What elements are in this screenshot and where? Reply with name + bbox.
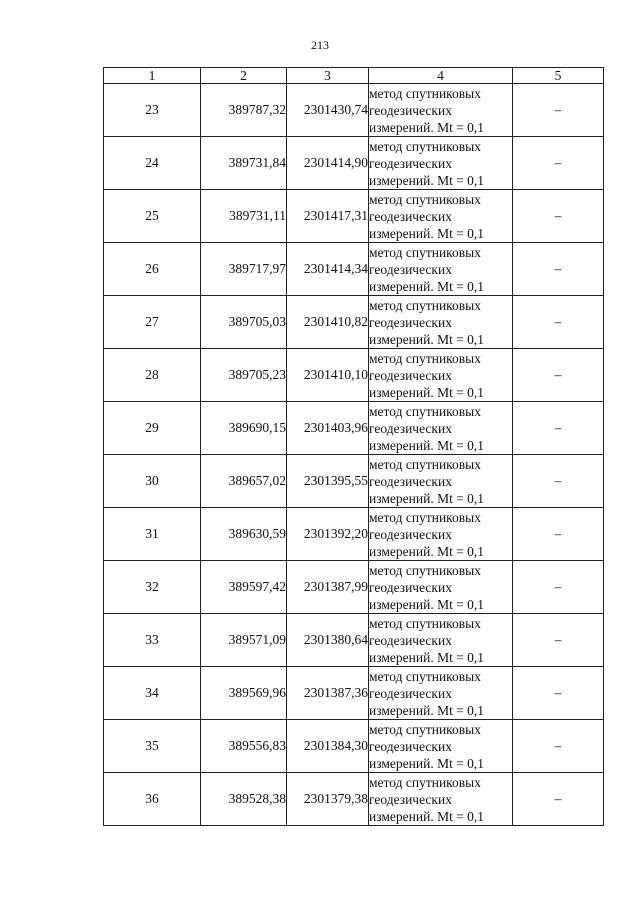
method-line: геодезических <box>369 685 452 701</box>
point-number-cell: 35 <box>104 720 201 773</box>
method-cell <box>369 84 513 137</box>
x-coordinate-cell: 389731,11 <box>201 190 287 243</box>
point-number-cell: 27 <box>104 296 201 349</box>
coordinates-table <box>103 67 604 826</box>
method-line: геодезических <box>369 261 452 277</box>
x-coordinate-cell: 389731,84 <box>201 137 287 190</box>
header-col-5: 5 <box>513 68 604 84</box>
method-cell <box>369 349 513 402</box>
table-row <box>104 667 604 720</box>
method-line: измерений. Mt = 0,1 <box>369 596 485 612</box>
x-coordinate-cell: 389705,23 <box>201 349 287 402</box>
method-line: геодезических <box>369 208 452 224</box>
method-line: метод спутниковых <box>369 297 481 313</box>
header-col-3: 3 <box>287 68 369 84</box>
method-cell <box>369 190 513 243</box>
table-row <box>104 296 604 349</box>
y-coordinate-cell: 2301414,90 <box>287 137 369 190</box>
table-row <box>104 243 604 296</box>
method-line: измерений. Mt = 0,1 <box>369 702 485 718</box>
y-coordinate-cell: 2301417,31 <box>287 190 369 243</box>
method-line: измерений. Mt = 0,1 <box>369 437 485 453</box>
method-line: измерений. Mt = 0,1 <box>369 808 485 824</box>
method-cell <box>369 667 513 720</box>
method-line: измерений. Mt = 0,1 <box>369 119 485 135</box>
method-line: метод спутниковых <box>369 721 481 737</box>
method-cell <box>369 402 513 455</box>
note-cell: – <box>513 137 604 190</box>
method-line: геодезических <box>369 738 452 754</box>
table-row <box>104 614 604 667</box>
x-coordinate-cell: 389571,09 <box>201 614 287 667</box>
x-coordinate-cell: 389630,59 <box>201 508 287 561</box>
method-line: измерений. Mt = 0,1 <box>369 331 485 347</box>
point-number-cell: 36 <box>104 773 201 826</box>
note-cell: – <box>513 773 604 826</box>
method-line: метод спутниковых <box>369 191 481 207</box>
note-cell: – <box>513 455 604 508</box>
y-coordinate-cell: 2301387,36 <box>287 667 369 720</box>
y-coordinate-cell: 2301379,38 <box>287 773 369 826</box>
method-cell <box>369 561 513 614</box>
x-coordinate-cell: 389705,03 <box>201 296 287 349</box>
point-number-cell: 29 <box>104 402 201 455</box>
note-cell: – <box>513 561 604 614</box>
method-line: измерений. Mt = 0,1 <box>369 755 485 771</box>
header-col-2: 2 <box>201 68 287 84</box>
method-line: геодезических <box>369 420 452 436</box>
x-coordinate-cell: 389717,97 <box>201 243 287 296</box>
method-line: измерений. Mt = 0,1 <box>369 225 485 241</box>
y-coordinate-cell: 2301380,64 <box>287 614 369 667</box>
table-row <box>104 720 604 773</box>
note-cell: – <box>513 190 604 243</box>
method-line: геодезических <box>369 632 452 648</box>
table-row <box>104 402 604 455</box>
method-cell <box>369 720 513 773</box>
x-coordinate-cell: 389657,02 <box>201 455 287 508</box>
method-line: метод спутниковых <box>369 85 481 101</box>
method-cell <box>369 773 513 826</box>
method-line: измерений. Mt = 0,1 <box>369 543 485 559</box>
point-number-cell: 30 <box>104 455 201 508</box>
method-line: геодезических <box>369 155 452 171</box>
note-cell: – <box>513 243 604 296</box>
method-line: геодезических <box>369 102 452 118</box>
y-coordinate-cell: 2301387,99 <box>287 561 369 614</box>
point-number-cell: 26 <box>104 243 201 296</box>
table-row <box>104 455 604 508</box>
table-row <box>104 190 604 243</box>
point-number-cell: 23 <box>104 84 201 137</box>
y-coordinate-cell: 2301403,96 <box>287 402 369 455</box>
note-cell: – <box>513 296 604 349</box>
method-line: геодезических <box>369 473 452 489</box>
x-coordinate-cell: 389690,15 <box>201 402 287 455</box>
method-line: метод спутниковых <box>369 350 481 366</box>
point-number-cell: 24 <box>104 137 201 190</box>
point-number-cell: 34 <box>104 667 201 720</box>
point-number-cell: 25 <box>104 190 201 243</box>
method-cell <box>369 296 513 349</box>
method-line: геодезических <box>369 314 452 330</box>
method-line: метод спутниковых <box>369 668 481 684</box>
point-number-cell: 28 <box>104 349 201 402</box>
method-line: измерений. Mt = 0,1 <box>369 278 485 294</box>
table-row <box>104 561 604 614</box>
method-line: измерений. Mt = 0,1 <box>369 384 485 400</box>
method-line: измерений. Mt = 0,1 <box>369 490 485 506</box>
table-body <box>104 84 604 826</box>
y-coordinate-cell: 2301384,30 <box>287 720 369 773</box>
point-number-cell: 32 <box>104 561 201 614</box>
method-cell <box>369 137 513 190</box>
method-line: геодезических <box>369 791 452 807</box>
method-line: геодезических <box>369 367 452 383</box>
method-line: метод спутниковых <box>369 509 481 525</box>
note-cell: – <box>513 349 604 402</box>
method-cell <box>369 243 513 296</box>
header-row <box>104 68 604 84</box>
y-coordinate-cell: 2301392,20 <box>287 508 369 561</box>
header-col-4: 4 <box>369 68 513 84</box>
method-line: метод спутниковых <box>369 244 481 260</box>
note-cell: – <box>513 614 604 667</box>
page-number: 213 <box>311 38 329 52</box>
note-cell: – <box>513 508 604 561</box>
method-line: измерений. Mt = 0,1 <box>369 172 485 188</box>
note-cell: – <box>513 720 604 773</box>
table-row <box>104 137 604 190</box>
header-col-1: 1 <box>104 68 201 84</box>
point-number-cell: 31 <box>104 508 201 561</box>
method-line: геодезических <box>369 526 452 542</box>
method-line: метод спутниковых <box>369 403 481 419</box>
method-cell <box>369 455 513 508</box>
table-row <box>104 773 604 826</box>
method-line: метод спутниковых <box>369 774 481 790</box>
table-row <box>104 508 604 561</box>
method-cell <box>369 614 513 667</box>
method-line: метод спутниковых <box>369 562 481 578</box>
note-cell: – <box>513 402 604 455</box>
x-coordinate-cell: 389569,96 <box>201 667 287 720</box>
method-line: метод спутниковых <box>369 456 481 472</box>
method-line: метод спутниковых <box>369 138 481 154</box>
x-coordinate-cell: 389597,42 <box>201 561 287 614</box>
table-row <box>104 84 604 137</box>
note-cell: – <box>513 84 604 137</box>
method-cell <box>369 508 513 561</box>
x-coordinate-cell: 389787,32 <box>201 84 287 137</box>
method-line: измерений. Mt = 0,1 <box>369 649 485 665</box>
method-line: метод спутниковых <box>369 615 481 631</box>
y-coordinate-cell: 2301410,10 <box>287 349 369 402</box>
y-coordinate-cell: 2301410,82 <box>287 296 369 349</box>
point-number-cell: 33 <box>104 614 201 667</box>
y-coordinate-cell: 2301414,34 <box>287 243 369 296</box>
table-row <box>104 349 604 402</box>
method-line: геодезических <box>369 579 452 595</box>
y-coordinate-cell: 2301395,55 <box>287 455 369 508</box>
note-cell: – <box>513 667 604 720</box>
x-coordinate-cell: 389528,38 <box>201 773 287 826</box>
y-coordinate-cell: 2301430,74 <box>287 84 369 137</box>
x-coordinate-cell: 389556,83 <box>201 720 287 773</box>
